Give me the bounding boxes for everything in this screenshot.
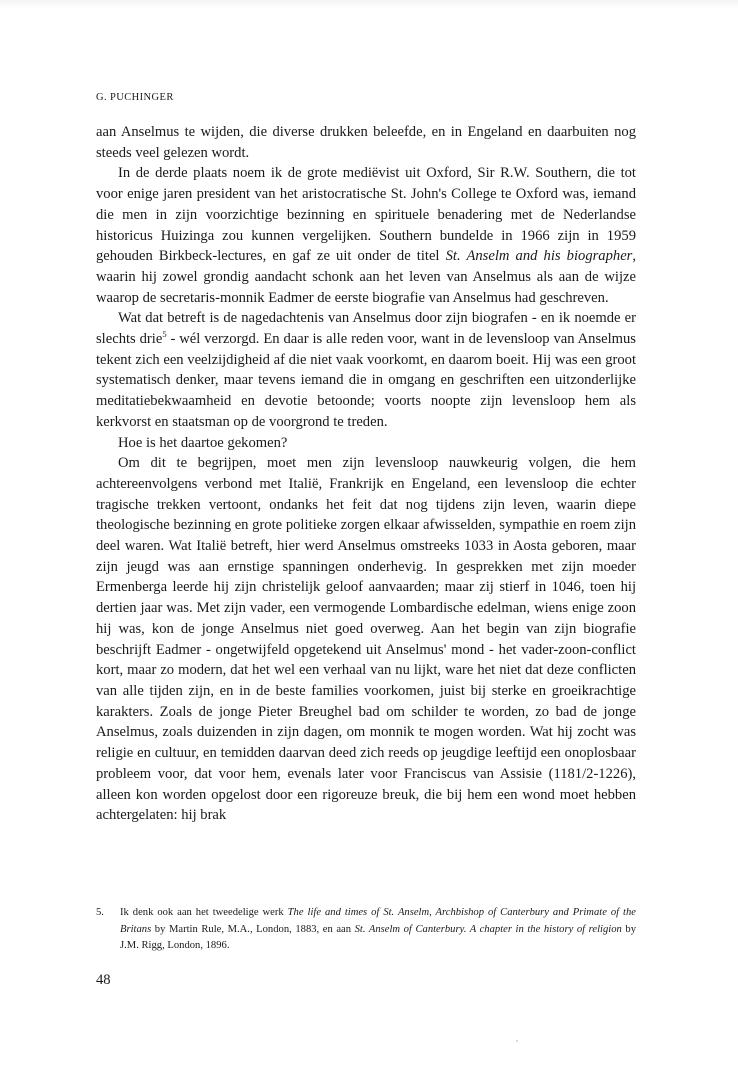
footnote-number: 5. bbox=[96, 907, 104, 918]
footnote-5 bbox=[96, 905, 636, 955]
footnote-text bbox=[120, 905, 636, 955]
running-head: G. PUCHINGER bbox=[96, 92, 174, 103]
footnote-title-1: The life and times of St. Anselm, Archbishop of Canterbury and Primate of the Britans bbox=[120, 907, 636, 935]
book-title-st-anselm: St. Anselm and his biographer bbox=[445, 248, 633, 265]
paragraph-3-part-a: Wat dat betreft is de nagedachtenis van Anselmus door zijn biografen - en ik noemde er slechts drie bbox=[96, 310, 636, 348]
footnote-text-part-c: by J.M. Rigg, London, 1896. bbox=[120, 923, 636, 951]
paragraph-3 bbox=[96, 308, 636, 432]
footnote-text-part-a: Ik denk ook aan het tweedelige werk bbox=[120, 907, 288, 918]
page-number: 48 bbox=[96, 972, 111, 988]
paragraph-2-part-b: , waarin hij zowel grondig aandacht schonk aan het leven van Anselmus als aan de wijze waarop de secretaris-monnik Eadmer de eerste biografie van Anselmus had geschreven. bbox=[96, 248, 637, 306]
paragraph-3-part-b: - wél verzorgd. En daar is alle reden voor, want in de levensloop van Anselmus tekent zich een veelzijdigheid af die niet vaak voorkomt, en daarom boeit. Hij was een groot systematisch denker, maar tevens iemand die in omgang en geschriften een uitzonderlijke meditatiebekwaamheid en devotie betoonde; voorts noopte zijn levensloop hem als kerkvorst en staatsman op de voorgrond te treden. bbox=[96, 331, 636, 430]
paragraph-1: aan Anselmus te wijden, die diverse drukken beleefde, en in Engeland en daarbuiten nog steeds veel gelezen wordt. bbox=[96, 124, 636, 161]
paragraph-5: Om dit te begrijpen, moet men zijn levensloop nauwkeurig volgen, die hem achtereenvolgens verbond met Italië, Frankrijk en Engeland, een levensloop die echter tragische trekken vertoont, ondanks het feit dat nog tijdens zijn leven, waarin diepe theologische bezinning en grote politieke zorgen elkaar afwisselden, sympathie en roem zijn deel waren. Wat Italië betreft, hier werd Anselmus omstreeks 1033 in Aosta geboren, maar zijn jeugd was aan ernstige spanningen onderhevig. In gesprekken met zijn moeder Ermenberga leerde hij zijn christelijk geloof aanvaarden; maar zij stierf in 1046, toen hij dertien jaar was. Met zijn vader, een vermogende Lombardische edelman, wiens enige zoon hij was, kon de jonge Anselmus niet goed overweg. Aan het begin van zijn biografie beschrijft Eadmer - ongetwijfeld opgetekend uit Anselmus' mond - het vader-zoon-conflict kort, maar zo modern, dat het wel een verhaal van nu lijkt, ware het niet dat deze conflicten van alle tijden zijn, en in de beste families voorkomen, juist bij sterke en groeikrachtige karakters. Zoals de jonge Pieter Breughel bad om schilder te worden, zo bad de jonge Anselmus, zoals duizenden in zijn dagen, om monnik te mogen worden. Wat hij zocht was religie en cultuur, en temidden daarvan deed zich reeds op jeugdige leeftijd een onoplosbaar probleem voor, dat voor hem, evenals later voor Franciscus van Assisie (1181/2-1226), alleen kon worden opgelost door een rigoreuze breuk, die bij hem een wond moet hebben achtergelaten: hij brak bbox=[96, 455, 636, 824]
footnote-text-part-b: by Martin Rule, M.A., London, 1883, en aan bbox=[151, 923, 355, 935]
body-text bbox=[96, 122, 636, 826]
footnote-title-2: St. Anselm of Canterbury. A chapter in the history of religion bbox=[354, 923, 622, 935]
scan-top-edge bbox=[0, 0, 738, 8]
scan-speck bbox=[516, 1040, 518, 1042]
footnote-reference-5[interactable]: 5 bbox=[162, 329, 167, 340]
paragraph-2-part-a: In de derde plaats noem ik de grote mediëvist uit Oxford, Sir R.W. Southern, die tot voor enige jaren president van het aristocratische St. John's College te Oxford was, iemand die men in zijn voorzichtige bezinning en spirituele benadering met de Nederlandse historicus Huizinga zou kunnen vergelijken. Southern bundelde in 1966 zijn in 1959 gehouden Birkbeck-lectures, en gaf ze uit onder de titel bbox=[96, 165, 636, 265]
paragraph-4: Hoe is het daartoe gekomen? bbox=[118, 434, 288, 451]
paragraph-2 bbox=[96, 163, 636, 308]
